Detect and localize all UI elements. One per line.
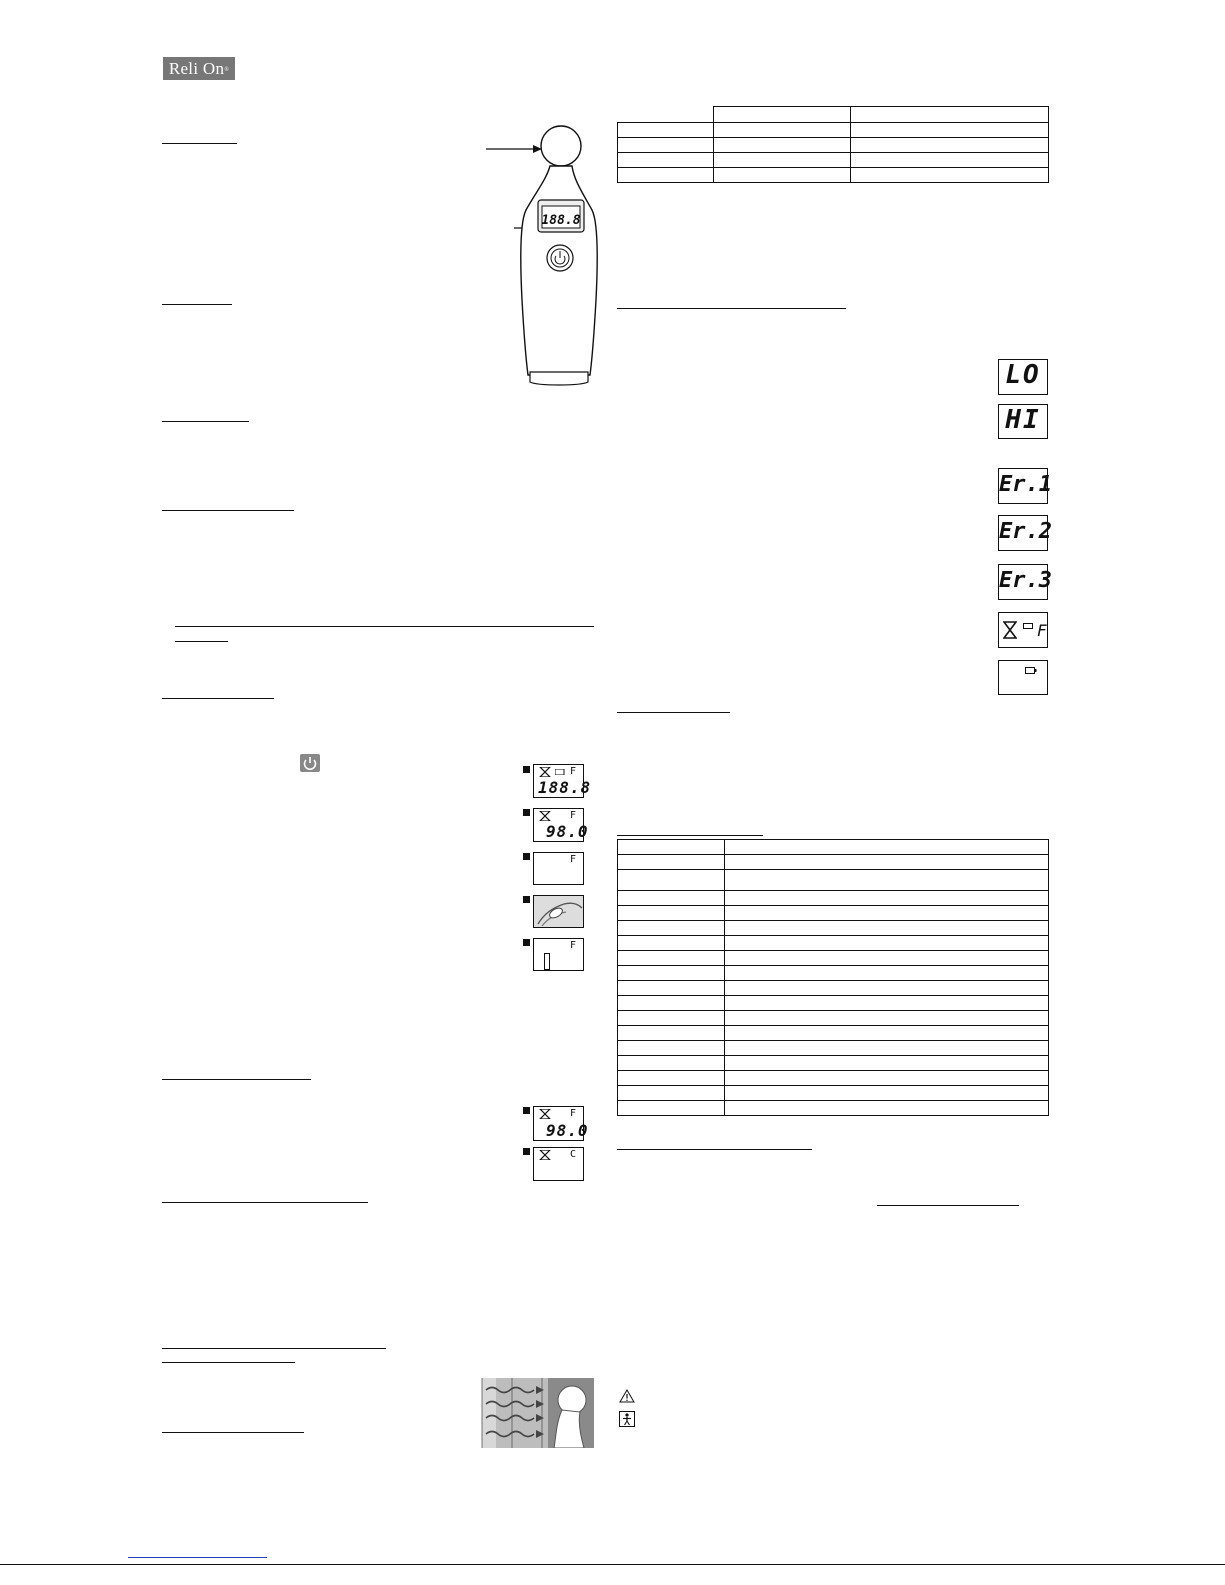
section-rule-10: [162, 1432, 304, 1433]
forehead-scan-illustration: [534, 896, 585, 929]
lcd-step-3-unit: F: [570, 854, 577, 865]
warning-icon: [619, 1389, 635, 1403]
lcd-step-2-unit: F: [570, 810, 577, 821]
code-er3-display: Er.3: [998, 564, 1048, 600]
lcd-step-5: [533, 938, 584, 971]
lcd-step-1-unit: F: [570, 766, 577, 777]
code-hi-display: HI: [998, 404, 1048, 439]
right-section-rule-3: [617, 835, 763, 836]
hourglass-icon: [1003, 621, 1017, 639]
step-bullet-2: [523, 809, 530, 816]
section-rule-5b: [175, 641, 228, 642]
bf-symbol: [619, 1411, 635, 1432]
battery-icon: [555, 769, 565, 775]
right-section-rule-2: [617, 712, 730, 713]
specifications-table: [617, 839, 1049, 1116]
infrared-illustration: [476, 1378, 594, 1448]
footer-rule: [0, 1564, 1225, 1565]
power-icon: [300, 754, 320, 772]
code-er2-display: Er.2: [998, 515, 1048, 551]
step-bullet-7: [523, 1148, 530, 1155]
relion-logo: [163, 57, 235, 80]
code-ready-display: [998, 612, 1048, 648]
footer-link-underline[interactable]: [128, 1557, 267, 1558]
lcd-step-1-reading: 188.8: [538, 778, 592, 797]
hourglass-icon: [539, 767, 551, 777]
code-lo-display: LO: [998, 359, 1048, 395]
lcd-step-4-illustration: [533, 895, 584, 928]
logo-mark: ®: [224, 67, 230, 73]
hourglass-icon: [539, 1150, 551, 1160]
section-rule-5a: [175, 626, 594, 627]
section-rule-9a: [162, 1348, 386, 1349]
right-section-rule-1: [617, 308, 846, 309]
logo-text: Reli On: [168, 59, 225, 78]
lcd-step-7-unit: C: [570, 1149, 577, 1160]
step-bullet-1: [523, 766, 530, 773]
code-er1-display: Er.1: [998, 468, 1048, 504]
lcd-step-1: [533, 764, 592, 798]
code-battery-display: [998, 660, 1048, 695]
bf-symbol-icon: [619, 1411, 635, 1427]
section-rule-9b: [162, 1362, 295, 1363]
thermometer-illustration: [480, 120, 600, 395]
lcd-step-5-digit-segment: [544, 953, 550, 970]
lcd-step-2: [533, 808, 589, 842]
section-rule-4: [162, 510, 294, 511]
lcd-step-3: [533, 852, 584, 885]
step-bullet-6: [523, 1107, 530, 1114]
lcd-step-7: [533, 1147, 584, 1181]
code-ready-unit: F: [1037, 621, 1047, 640]
section-rule-6: [162, 698, 274, 699]
svg-text:188.8: 188.8: [541, 213, 581, 228]
battery-icon: [1025, 667, 1037, 675]
hourglass-icon: [539, 811, 551, 821]
step-bullet-3: [523, 853, 530, 860]
lcd-step-6-reading: 98.0: [546, 1121, 589, 1140]
section-rule-8: [162, 1202, 368, 1203]
power-button-inline: [300, 754, 320, 772]
right-section-rule-5: [877, 1205, 1019, 1206]
lcd-step-6-unit: F: [570, 1108, 577, 1119]
warning-symbol: [619, 1389, 635, 1408]
battery-segment: [1023, 623, 1033, 629]
step-bullet-4: [523, 896, 530, 903]
hourglass-icon: [539, 1109, 551, 1119]
lcd-step-6: [533, 1106, 589, 1141]
lcd-step-2-reading: 98.0: [546, 822, 589, 841]
lcd-step-5-unit: F: [570, 940, 577, 951]
top-specs-table: [617, 106, 1049, 183]
section-rule-3: [162, 421, 249, 422]
section-rule-7: [162, 1079, 311, 1080]
section-rule-1: [162, 143, 237, 144]
step-bullet-5: [523, 939, 530, 946]
section-rule-2: [162, 304, 232, 305]
right-section-rule-4: [617, 1149, 812, 1150]
